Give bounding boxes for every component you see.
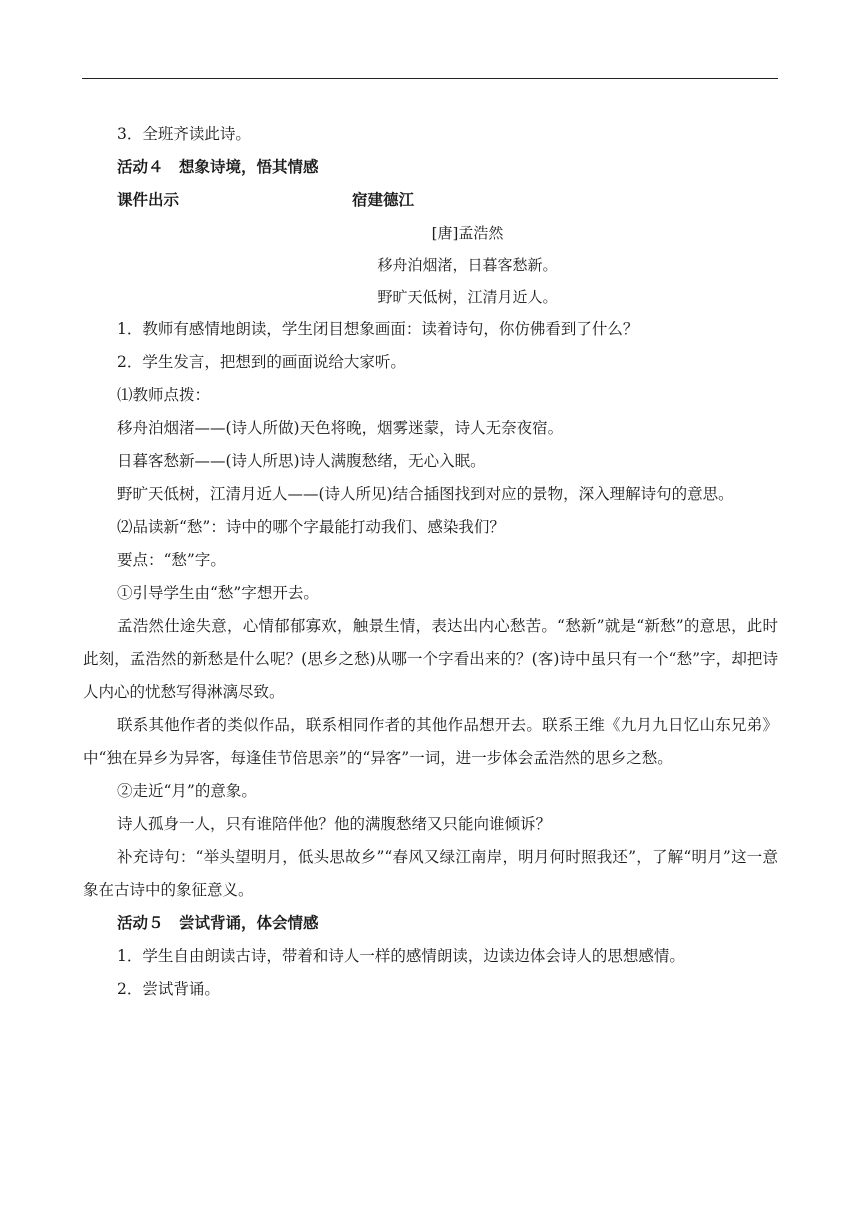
circled-point-1: ①引导学生由“愁”字想开去。 xyxy=(117,584,319,602)
poem-line-2: 野旷天低树，江清月近人。 xyxy=(377,288,558,306)
question-line: 诗人孤身一人，只有谁陪伴他？他的满腹愁绪又只能向谁倾诉？ xyxy=(117,815,552,833)
key-point: 要点：“愁”字。 xyxy=(117,551,226,569)
explain-line-3: 野旷天低树，江清月近人——(诗人所见)结合插图找到对应的景物，深入理解诗句的意思。 xyxy=(117,485,734,503)
poem-title: 宿建德江 xyxy=(352,191,415,209)
header-rule xyxy=(82,78,778,79)
activity-5-step-1: 1．学生自由朗读古诗，带着和诗人一样的感情朗读，边读边体会诗人的思想感情。 xyxy=(117,947,685,965)
explain-line-1: 移舟泊烟渚——(诗人所做)天色将晚，烟雾迷蒙，诗人无奈夜宿。 xyxy=(117,419,564,437)
step-2: 2．学生发言，把想到的画面说给大家听。 xyxy=(117,353,406,371)
slide-heading-row xyxy=(117,184,778,217)
sub-point-2: ⑵品读新“愁”：诗中的哪个字最能打动我们、感染我们？ xyxy=(117,518,505,536)
activity-5-heading: 活动５ 尝试背诵，体会情感 xyxy=(117,914,319,932)
poem-author: [唐]孟浩然 xyxy=(431,224,504,242)
paragraph-1: 孟浩然仕途失意，心情郁郁寡欢，触景生情，表达出内心愁苦。“愁新”就是“新愁”的意思，此时此刻，孟浩然的新愁是什么呢？(思乡之愁)从哪一个字看出来的？(客)诗中虽只有一个“愁”字，却把诗人内心的忧愁写得淋漓尽致。 xyxy=(83,617,778,701)
poem-line-1: 移舟泊烟渚，日暮客愁新。 xyxy=(377,256,558,274)
step-1: 1．教师有感情地朗读，学生闭目想象画面：读着诗句，你仿佛看到了什么？ xyxy=(117,320,639,338)
paragraph-2: 联系其他作者的类似作品，联系相同作者的其他作品想开去。联系王维《九月九日忆山东兄弟》中“独在异乡为异客，每逢佳节倍思亲”的“异客”一词，进一步体会孟浩然的思乡之愁。 xyxy=(83,716,778,767)
sub-point-1: ⑴教师点拨： xyxy=(117,386,211,404)
circled-point-2: ②走近“月”的意象。 xyxy=(117,782,257,800)
item-3: 3．全班齐读此诗。 xyxy=(117,125,251,143)
activity-4-heading: 活动４ 想象诗境，悟其情感 xyxy=(117,158,319,176)
slide-label: 课件出示 xyxy=(117,191,180,209)
document-body xyxy=(83,118,778,1006)
paragraph-3: 补充诗句：“举头望明月，低头思故乡”“春风又绿江南岸，明月何时照我还”，了解“明月”这一意象在古诗中的象征意义。 xyxy=(83,848,778,899)
activity-5-step-2: 2．尝试背诵。 xyxy=(117,980,220,998)
explain-line-2: 日暮客愁新——(诗人所思)诗人满腹愁绪，无心入眠。 xyxy=(117,452,486,470)
